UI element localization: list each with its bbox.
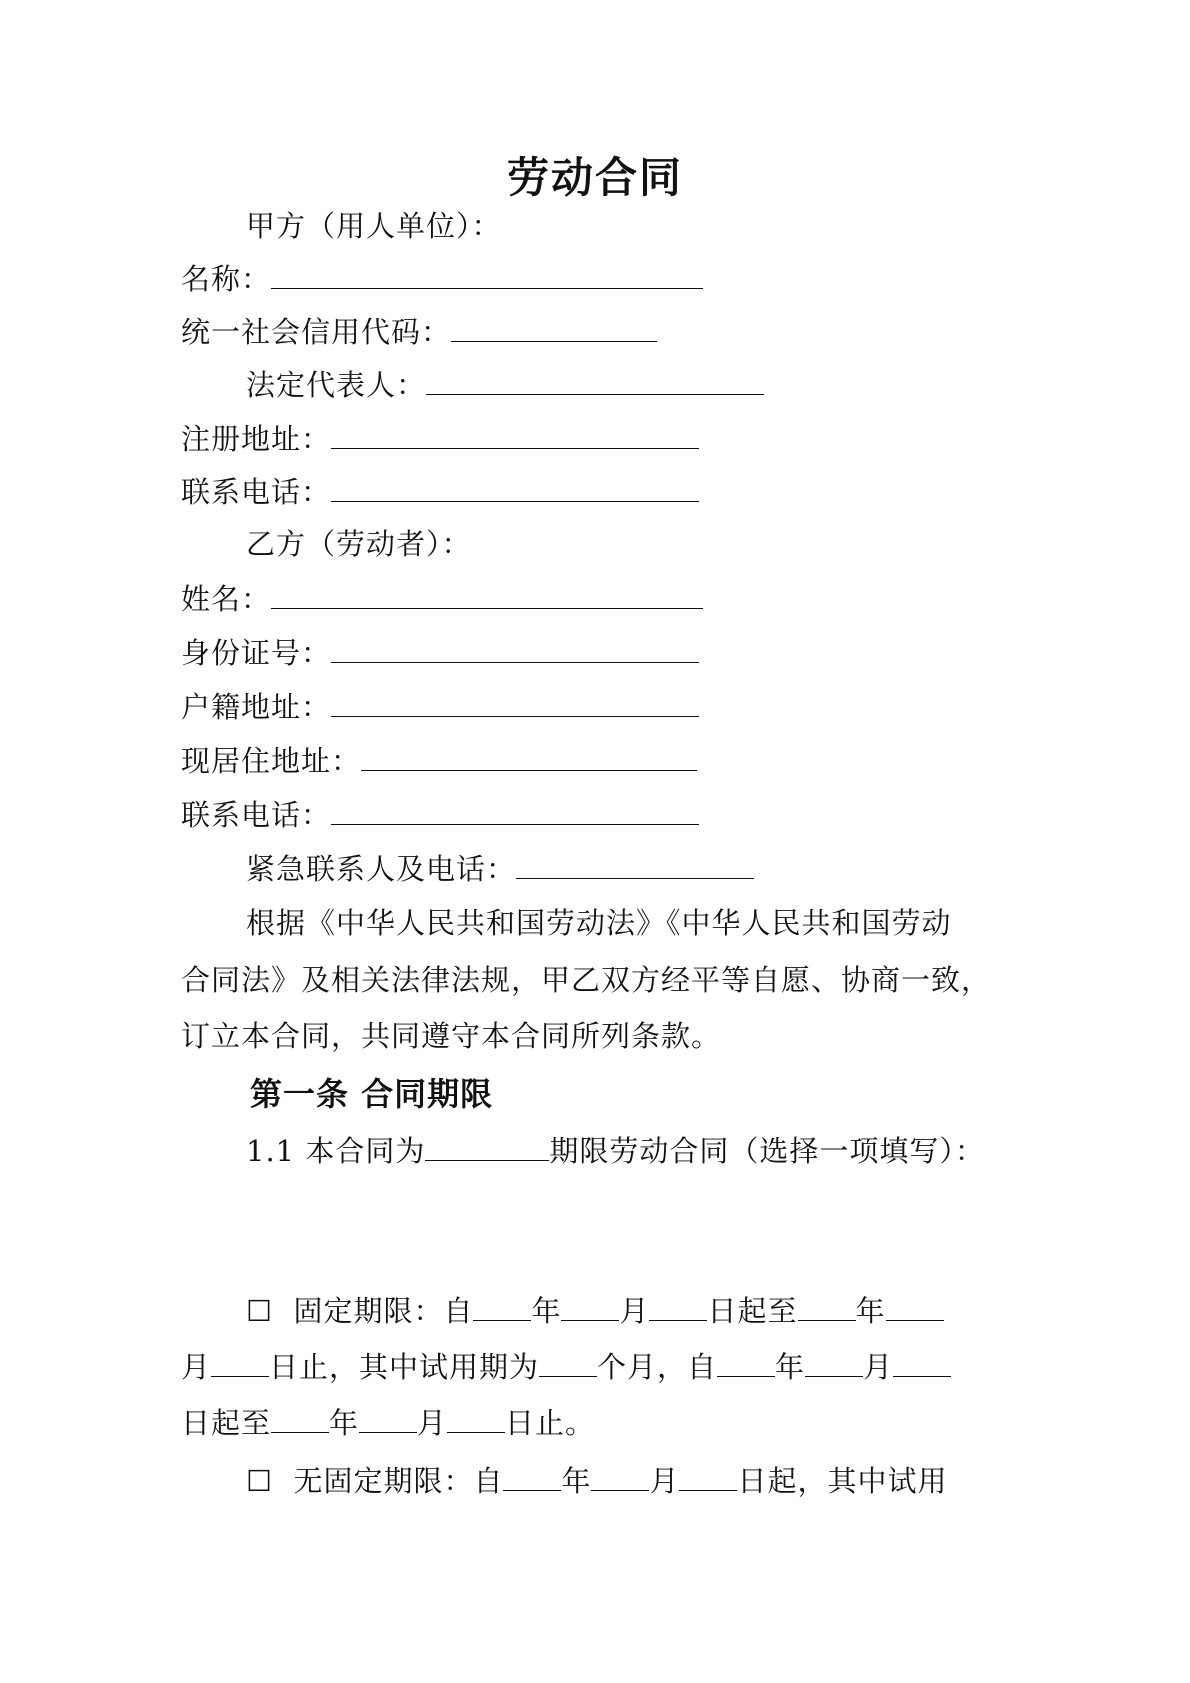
month-label: 月 <box>417 1406 448 1440</box>
party-b-id-label: 身份证号： <box>181 636 332 670</box>
party-a-address-row <box>181 418 699 459</box>
party-b-name-label: 姓名： <box>181 582 272 616</box>
open-ended-checkbox[interactable]: ☐ <box>246 1464 273 1498</box>
day-start-label: 日起至 <box>181 1406 272 1440</box>
open-start-day-field[interactable] <box>679 1460 737 1491</box>
probation-start-day-field[interactable] <box>893 1346 951 1377</box>
party-b-phone-label: 联系电话： <box>181 798 332 832</box>
party-b-name-field[interactable] <box>271 578 703 609</box>
party-b-household-label: 户籍地址： <box>181 690 332 724</box>
party-b-phone-row <box>181 794 699 835</box>
party-b-name-row <box>181 578 703 619</box>
probation-label: 日止，其中试用期为 <box>269 1350 540 1384</box>
party-a-legal-rep-row <box>246 364 764 405</box>
open-ended-line-1 <box>246 1460 948 1501</box>
probation-months-field[interactable] <box>539 1346 597 1377</box>
party-a-legal-rep-field[interactable] <box>426 364 764 395</box>
fixed-term-checkbox[interactable]: ☐ <box>246 1294 273 1328</box>
year-label: 年 <box>531 1294 562 1328</box>
party-a-phone-label: 联系电话： <box>181 475 332 509</box>
party-a-phone-row <box>181 471 699 512</box>
party-b-emergency-label: 紧急联系人及电话： <box>246 852 517 886</box>
day-start-label: 日起至 <box>707 1294 798 1328</box>
party-a-name-label: 名称： <box>181 262 272 296</box>
party-b-emergency-field[interactable] <box>516 848 754 879</box>
clause-1-1-suffix: 期限劳动合同（选择一项填写）： <box>549 1134 985 1168</box>
party-b-residence-row <box>181 740 697 781</box>
preamble-line-3: 订立本合同，共同遵守本合同所列条款。 <box>181 1019 722 1053</box>
party-a-credit-code-row <box>181 311 657 352</box>
party-b-header: 乙方（劳动者）： <box>246 527 472 561</box>
party-a-credit-code-label: 统一社会信用代码： <box>181 315 452 349</box>
probation-end-month-field[interactable] <box>359 1402 417 1433</box>
contract-type-field[interactable] <box>425 1130 549 1161</box>
party-b-phone-field[interactable] <box>331 794 699 825</box>
months-label: 个月，自 <box>597 1350 718 1384</box>
party-a-credit-code-field[interactable] <box>451 311 657 342</box>
probation-start-month-field[interactable] <box>805 1346 863 1377</box>
year-label: 年 <box>329 1406 360 1440</box>
open-ended-label: 无固定期限：自 <box>293 1464 504 1498</box>
party-a-phone-field[interactable] <box>331 471 699 502</box>
party-b-emergency-row <box>246 848 754 889</box>
year-label: 年 <box>561 1464 592 1498</box>
article-1-heading: 第一条 合同期限 <box>250 1075 494 1113</box>
party-b-id-field[interactable] <box>331 632 699 663</box>
fixed-end-day-field[interactable] <box>211 1346 269 1377</box>
probation-end-year-field[interactable] <box>271 1402 329 1433</box>
probation-start-year-field[interactable] <box>717 1346 775 1377</box>
party-b-household-row <box>181 686 699 727</box>
fixed-start-month-field[interactable] <box>561 1290 619 1321</box>
page-title: 劳动合同 <box>506 153 683 202</box>
party-b-residence-label: 现居住地址： <box>181 744 362 778</box>
open-start-year-field[interactable] <box>503 1460 561 1491</box>
day-end-label: 日止。 <box>505 1406 596 1440</box>
party-a-address-label: 注册地址： <box>181 422 332 456</box>
fixed-end-month-field[interactable] <box>886 1290 944 1321</box>
party-b-residence-field[interactable] <box>361 740 697 771</box>
party-b-id-row <box>181 632 699 673</box>
month-label: 月 <box>649 1464 680 1498</box>
open-start-month-field[interactable] <box>591 1460 649 1491</box>
party-a-name-field[interactable] <box>271 258 703 289</box>
preamble-line-2: 合同法》及相关法律法规，甲乙双方经平等自愿、协商一致， <box>181 963 992 997</box>
month-label: 月 <box>181 1350 212 1384</box>
party-a-legal-rep-label: 法定代表人： <box>246 368 427 402</box>
party-a-header: 甲方（用人单位）： <box>246 209 502 243</box>
open-day-start-label: 日起，其中试用 <box>737 1464 948 1498</box>
preamble-line-1: 根据《中华人民共和国劳动法》《中华人民共和国劳动 <box>246 906 952 940</box>
month-label: 月 <box>863 1350 894 1384</box>
fixed-term-line-1 <box>246 1290 944 1331</box>
fixed-end-year-field[interactable] <box>798 1290 856 1321</box>
fixed-term-line-2 <box>181 1346 951 1387</box>
clause-1-1 <box>246 1130 985 1171</box>
year-label: 年 <box>775 1350 806 1384</box>
clause-1-1-prefix: 1.1 本合同为 <box>246 1134 426 1168</box>
fixed-start-year-field[interactable] <box>473 1290 531 1321</box>
party-a-name-row <box>181 258 703 299</box>
year-label: 年 <box>855 1294 886 1328</box>
fixed-term-line-3 <box>181 1402 595 1443</box>
fixed-term-label: 固定期限：自 <box>293 1294 474 1328</box>
fixed-start-day-field[interactable] <box>649 1290 707 1321</box>
party-b-household-field[interactable] <box>331 686 699 717</box>
party-a-address-field[interactable] <box>331 418 699 449</box>
month-label: 月 <box>619 1294 650 1328</box>
probation-end-day-field[interactable] <box>447 1402 505 1433</box>
